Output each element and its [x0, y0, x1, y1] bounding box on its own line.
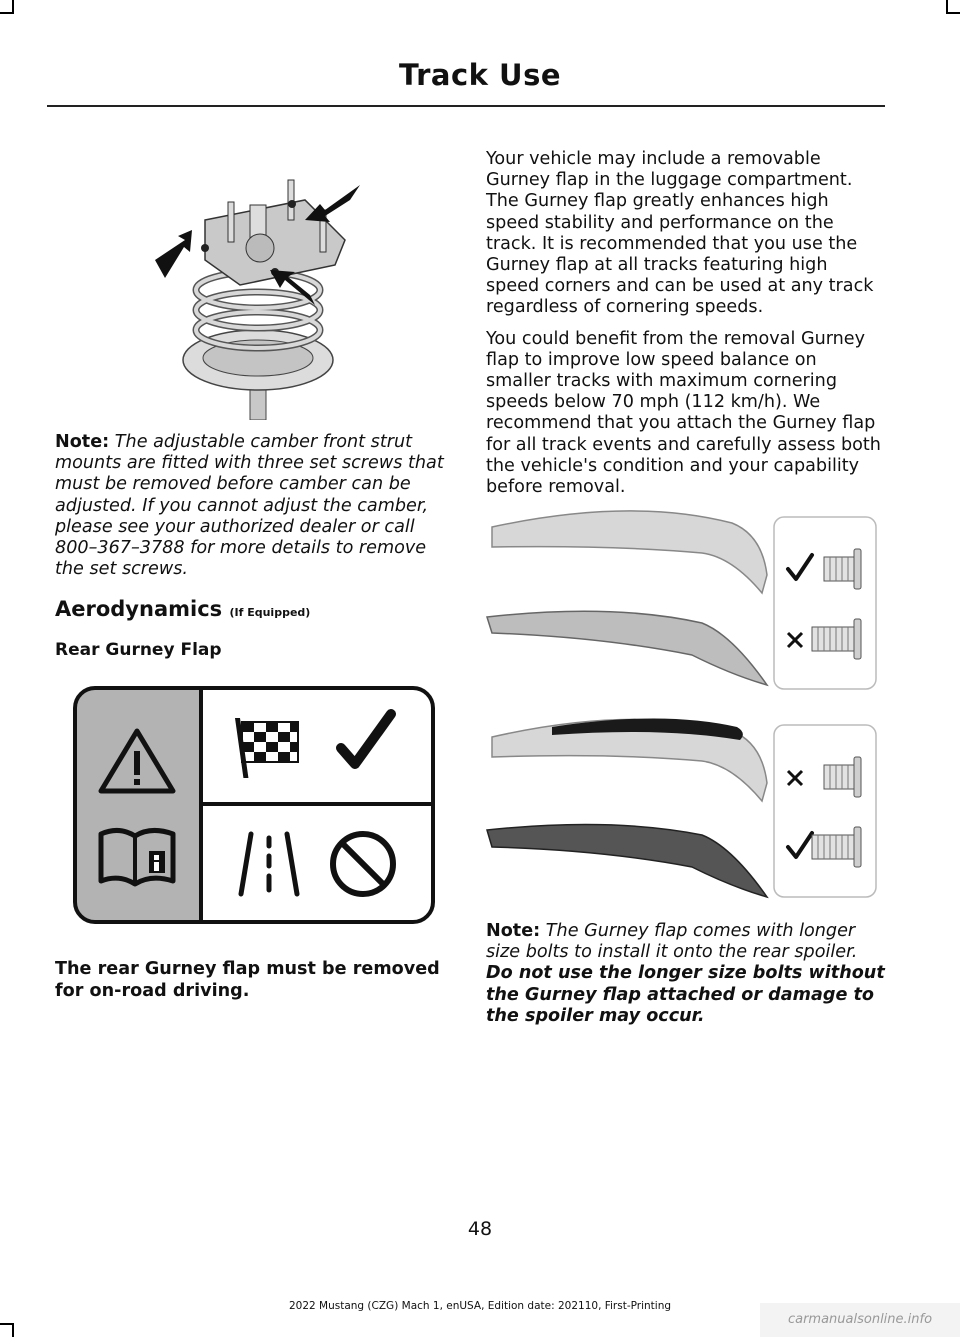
paragraph-2: You could benefit from the removal Gurney flap to improve low speed balance on smaller tracks with maximum cornering speeds below 70 mph (112 km/h). We recommend that you attach the Gurney flap for all track events and carefully assess both the vehicle's condition and your capability before removal. [486, 328, 881, 498]
crop-mark [12, 1323, 14, 1337]
note-warning: Do not use the longer size bolts without the Gurney flap attached or damage to the spoiler may occur. [486, 963, 885, 1026]
section-heading [55, 597, 310, 621]
page-title: Track Use [398, 58, 562, 92]
bolt-note [486, 921, 886, 1027]
section-qualifier: (If Equipped) [229, 606, 311, 619]
note-label: Note: [55, 432, 110, 452]
camber-note [55, 432, 455, 580]
crop-mark [946, 12, 960, 14]
note-text: The adjustable camber front strut mounts are fitted with three set screws that must be removed before camber can be adjusted. If you cannot adjust the camber, please see your authorized dealer or call 800–367–3788 for more details to remove the set screws. [55, 432, 444, 580]
paragraph-1: Your vehicle may include a removable Gurney flap in the luggage compartment. The Gurney flap greatly enhances high speed stability and performance on the track. It is recommended that you use the Gurney flap at all tracks featuring high speed corners and can be used at any track regardless of cornering speeds. [486, 149, 874, 318]
strut-mount-icon [150, 160, 370, 420]
gurney-description [486, 149, 886, 498]
page-number: 48 [467, 1218, 493, 1240]
spoiler-bolt-icon [482, 505, 882, 903]
edition-footer: 2022 Mustang (CZG) Mach 1, enUSA, Edition date: 202110, First-Printing [288, 1300, 672, 1312]
header-divider [47, 105, 885, 107]
subsection-heading: Rear Gurney Flap [55, 640, 222, 660]
section-title: Aerodynamics [55, 597, 223, 621]
note-label: Note: [486, 921, 541, 941]
note-text: The Gurney flap comes with longer size bolts to install it onto the rear spoiler. [486, 921, 858, 963]
on-road-warning: The rear Gurney flap must be removed for on-road driving. [55, 959, 440, 1001]
watermark: carmanualsonline.info [760, 1303, 960, 1337]
crop-mark [0, 1323, 14, 1325]
crop-mark [0, 12, 14, 14]
symbol-panel-icon [73, 686, 435, 924]
